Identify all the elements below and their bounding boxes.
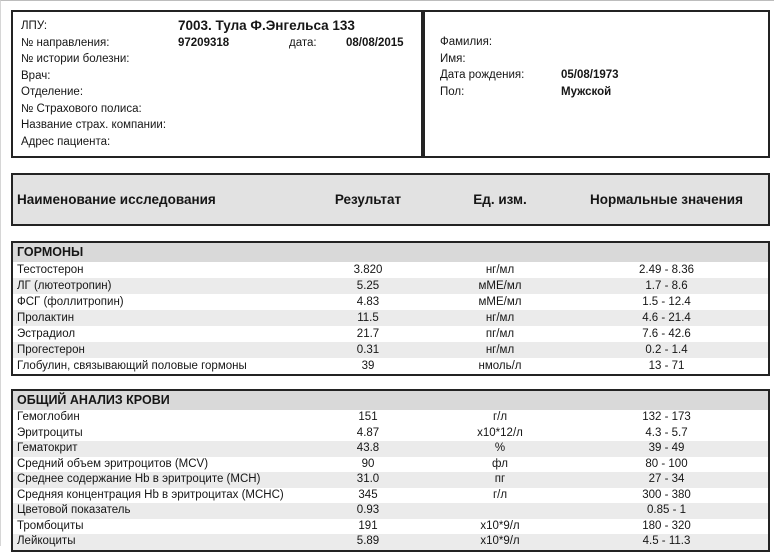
column-label-test-name: Наименование исследования [17, 192, 216, 207]
test-normal-range: 180 - 320 [642, 519, 691, 532]
section-rows [13, 262, 768, 374]
field-value: Мужской [561, 85, 612, 98]
test-name: Гематокрит [17, 442, 78, 454]
test-name: Тестостерон [17, 264, 84, 276]
field-row [21, 68, 421, 85]
test-normal-range: 7.6 - 42.6 [642, 328, 691, 340]
result-row [13, 326, 768, 342]
test-unit: x10*9/л [480, 519, 520, 532]
field-label: Пол: [440, 85, 465, 98]
field-row [440, 84, 768, 101]
test-unit: % [494, 442, 506, 454]
field-label: ЛПУ: [21, 20, 48, 32]
test-result: 0.93 [356, 504, 380, 516]
test-normal-range: 1.7 - 8.6 [645, 280, 688, 292]
test-unit: фл [492, 457, 508, 470]
field-row [21, 84, 421, 101]
test-unit: нг/мл [485, 344, 515, 356]
test-unit: пг [494, 473, 506, 485]
field-value: 08/08/2015 [346, 36, 404, 49]
column-label-normal-values: Нормальные значения [590, 192, 743, 207]
test-normal-range: 4.5 - 11.3 [642, 535, 691, 547]
result-row [13, 426, 768, 442]
test-unit: мМЕ/мл [478, 296, 522, 308]
test-normal-range: 300 - 380 [642, 488, 691, 501]
field-value: 7003. Тула Ф.Энгельса 133 [178, 18, 355, 33]
test-normal-range: 132 - 173 [642, 411, 691, 423]
result-row [13, 278, 768, 294]
test-name: ЛГ (лютеотропин) [17, 280, 112, 292]
results-table-header [11, 173, 770, 226]
test-normal-range: 2.49 - 8.36 [639, 264, 694, 276]
test-normal-range: 80 - 100 [645, 457, 688, 470]
test-name: Среднее содержание Hb в эритроците (MCH) [17, 473, 261, 485]
patient-header [11, 10, 770, 158]
test-normal-range: 13 - 71 [648, 360, 685, 372]
field-value: 05/08/1973 [561, 69, 619, 81]
test-name: Глобулин, связывающий половые гормоны [17, 360, 247, 372]
test-name: Прогестерон [17, 344, 85, 356]
test-normal-range: 39 - 49 [648, 442, 685, 454]
test-name: Эритроциты [17, 426, 83, 439]
field-row [21, 51, 421, 68]
field-label: Адрес пациента: [21, 135, 111, 148]
result-row [13, 262, 768, 278]
result-row [13, 441, 768, 457]
test-result: 0.31 [356, 344, 380, 356]
column-label-units: Ед. изм. [473, 192, 527, 207]
test-name: Средний объем эритроцитов (MCV) [17, 457, 209, 470]
test-name: Средняя концентрация Hb в эритроцитах (MCHC) [17, 488, 284, 501]
field-row [21, 18, 421, 35]
field-value: 97209318 [178, 36, 230, 49]
result-row [13, 310, 768, 326]
test-unit: x10*12/л [477, 426, 523, 439]
test-result: 3.820 [353, 264, 383, 276]
test-result: 39 [361, 360, 375, 372]
test-unit [435, 503, 565, 519]
field-label: Отделение: [21, 86, 84, 98]
test-normal-range: 4.3 - 5.7 [645, 426, 688, 439]
field-label: № истории болезни: [21, 53, 130, 65]
test-name: Тромбоциты [17, 519, 84, 532]
result-row [13, 358, 768, 374]
test-result: 43.8 [356, 442, 380, 454]
field-label: Имя: [440, 52, 466, 65]
field-label: Дата рождения: [440, 69, 525, 81]
column-label-result: Результат [334, 192, 402, 207]
result-row [13, 503, 768, 519]
test-unit: нг/мл [485, 264, 515, 276]
field-label: дата: [289, 36, 317, 49]
test-normal-range: 0.85 - 1 [647, 504, 686, 516]
field-label: № направления: [21, 36, 110, 49]
test-result: 31.0 [356, 473, 380, 485]
result-row [13, 342, 768, 358]
test-unit: г/л [492, 488, 508, 501]
result-row [13, 534, 768, 550]
test-name: Лейкоциты [17, 535, 76, 547]
field-label: Врач: [21, 69, 51, 82]
test-result: 4.87 [356, 426, 380, 439]
test-name: ФСГ (фоллитропин) [17, 296, 124, 308]
field-row [21, 35, 421, 52]
test-unit: мМЕ/мл [478, 280, 522, 292]
field-label: Фамилия: [440, 36, 493, 48]
section-title: ГОРМОНЫ [13, 243, 768, 262]
test-result: 5.25 [356, 280, 380, 292]
test-name: Пролактин [17, 312, 75, 324]
test-name: Гемоглобин [17, 411, 80, 423]
result-row [13, 457, 768, 473]
test-result: 5.89 [356, 535, 380, 547]
test-unit: нмоль/л [478, 360, 522, 372]
test-unit: пг/мл [485, 328, 515, 340]
section-hormones [11, 241, 770, 376]
test-normal-range: 1.5 - 12.4 [642, 296, 691, 308]
result-row [13, 488, 768, 504]
test-result: 4.83 [356, 296, 380, 308]
test-unit: нг/мл [485, 312, 515, 324]
patient-info-right [423, 10, 770, 158]
field-row [21, 117, 421, 134]
test-result: 11.5 [357, 312, 379, 324]
test-normal-range: 4.6 - 21.4 [642, 312, 691, 324]
field-label: Название страх. компании: [21, 119, 167, 131]
section-title: ОБЩИЙ АНАЛИЗ КРОВИ [13, 391, 768, 410]
test-name: Эстрадиол [17, 328, 76, 340]
test-unit: x10*9/л [480, 535, 520, 547]
field-row [440, 67, 768, 84]
test-normal-range: 0.2 - 1.4 [645, 344, 688, 356]
test-result: 21.7 [356, 328, 380, 340]
section-rows [13, 410, 768, 550]
result-row [13, 294, 768, 310]
test-normal-range: 27 - 34 [648, 473, 685, 485]
field-row [21, 101, 421, 118]
test-result: 191 [358, 519, 378, 532]
test-name: Цветовой показатель [17, 504, 131, 516]
field-row [21, 134, 421, 151]
result-row [13, 472, 768, 488]
result-row [13, 410, 768, 426]
patient-info-left [11, 10, 423, 158]
section-blood-count [11, 389, 770, 552]
result-row [13, 519, 768, 535]
test-unit: г/л [492, 411, 508, 423]
field-row [440, 34, 768, 51]
field-row [440, 51, 768, 68]
test-result: 151 [358, 411, 378, 423]
field-label: № Страхового полиса: [21, 102, 142, 115]
test-result: 345 [358, 488, 378, 501]
test-result: 90 [361, 457, 375, 470]
